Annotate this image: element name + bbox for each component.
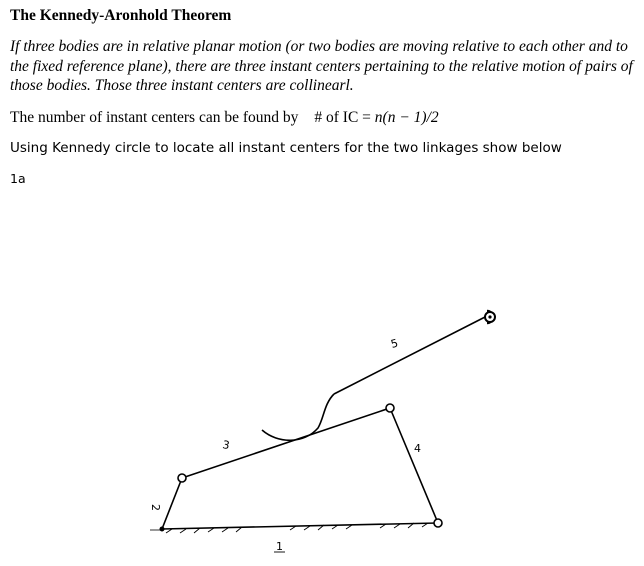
label-link-4: 4 (414, 442, 421, 455)
figure-label: 1a (10, 171, 26, 186)
fixed-pivot (485, 311, 495, 323)
label-link-1: 1 (276, 540, 283, 553)
label-link-5: 5 (389, 336, 400, 351)
theorem-statement: If three bodies are in relative planar motion (or two bodies are moving relative to each other and to the fixed reference plane), there are three instant centers pertaining to the relative motion of pairs of those bodies. Those three instant centers are collinearl. (10, 38, 633, 94)
rocker-link (390, 408, 438, 523)
instruction-text: Using Kennedy circle to locate all instant centers for the two linkages show below (10, 140, 562, 156)
formula-rhs: n(n − 1)/2 (374, 109, 439, 126)
joint-ground-crank (160, 527, 165, 532)
label-link-2: 2 (149, 504, 162, 511)
formula-lhs: # of IC = (314, 109, 371, 126)
label-link-3: 3 (221, 438, 231, 453)
document-title: The Kennedy-Aronhold Theorem (10, 7, 232, 24)
formula-intro: The number of instant centers can be found by (10, 109, 299, 126)
joint-ground-rocker (434, 519, 442, 527)
crank-link (162, 478, 182, 529)
joint-coupler-rocker (386, 404, 394, 412)
coupler-link (182, 408, 390, 478)
ground-link (150, 523, 438, 533)
joint-crank-coupler (178, 474, 186, 482)
follower-link (262, 316, 487, 440)
